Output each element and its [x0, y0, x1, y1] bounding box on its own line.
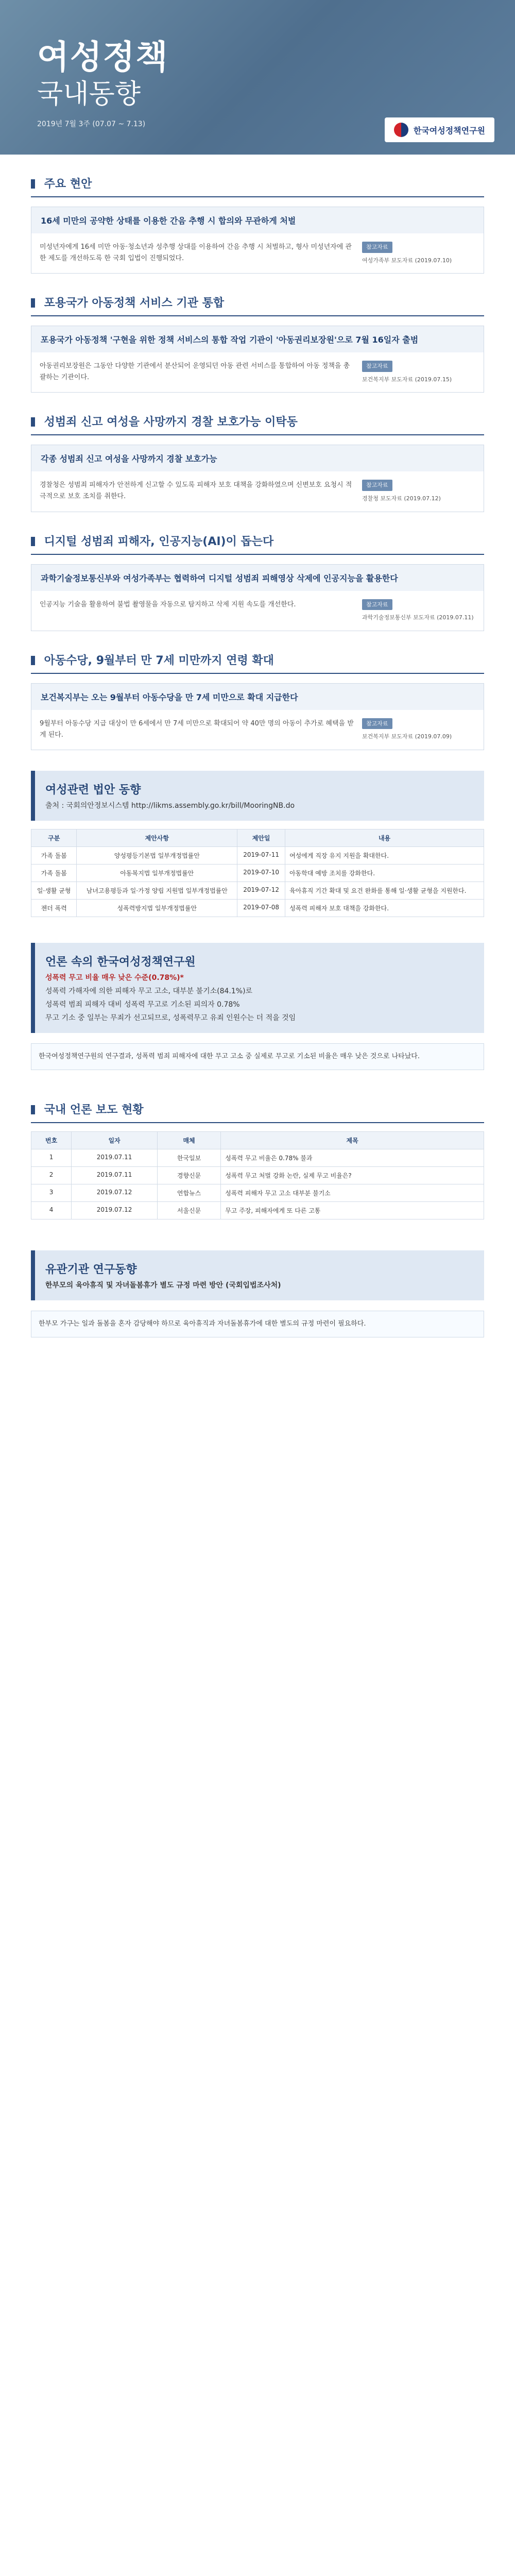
bottom-title: 유관기관 연구동향 [45, 1263, 137, 1277]
issue-child-agency-source[interactable]: 보건복지부 보도자료 (2019.07.15) [362, 376, 452, 383]
law-cell: 2019-07-08 [237, 899, 285, 917]
news-row[interactable] [31, 1184, 484, 1202]
news-cell: 1 [31, 1149, 72, 1167]
section-news-title: 국내 언론 보도 현황 [44, 1104, 144, 1117]
section-digital-title: 디지털 성범죄 피해자, 인공지능(AI)이 돕는다 [44, 535, 274, 548]
law-col-1: 제안사항 [77, 829, 237, 846]
news-row[interactable] [31, 1202, 484, 1219]
header-subtitle: 국내동향 [37, 79, 141, 110]
law-cell: 성폭력방지법 일부개정법률안 [77, 899, 237, 917]
org-name: 한국여성정책연구원 [413, 125, 485, 135]
news-table [31, 1131, 484, 1219]
policy-headline: 성폭력 무고 비율 매우 낮은 수준(0.78%)* [45, 973, 184, 982]
law-cell: 가족 돌봄 [31, 846, 77, 864]
law-row [31, 899, 484, 917]
news-cell: 서울신문 [157, 1202, 220, 1219]
section-bar-icon [31, 179, 35, 189]
news-cell: 연합뉴스 [157, 1184, 220, 1202]
news-cell: 3 [31, 1184, 72, 1202]
law-row [31, 864, 484, 882]
law-cell: 2019-07-12 [237, 882, 285, 899]
issue-youth-text: 미성년자에게 16세 미만 아동·청소년과 성추행 상대를 이용하여 간음 추행 시 처벌하고, 형사 미성년자에 관한 제도를 개선하도록 한 국회 입법이 진행되었다. [40, 243, 352, 263]
section-news [31, 1086, 484, 1123]
section-main-issue-title: 주요 현안 [44, 178, 92, 191]
law-source[interactable]: 출처 : 국회의안정보시스템 http://likms.assembly.go.kr/bill/MooringNB.do [45, 801, 295, 810]
policy-line-1: 성폭력 범죄 피해자 대비 성폭력 무고로 기소된 피의자 0.78% [45, 1000, 240, 1009]
section-bar-icon [31, 298, 35, 308]
issue-ai-head: 과학기술정보통신부와 여성가족부는 협력하여 디지털 성범죄 피해영상 삭제에 인공지능을 활용한다 [31, 565, 484, 591]
law-cell: 남녀고용평등과 일·가정 양립 지원법 일부개정법률안 [77, 882, 237, 899]
news-cell[interactable]: 무고 주장, 피해자에게 또 다른 고통 [221, 1202, 484, 1219]
news-row[interactable] [31, 1149, 484, 1167]
issue-child-agency [31, 326, 484, 393]
issue-child-agency-badge: 참고자료 [362, 361, 392, 372]
issue-ai-source[interactable]: 과학기술정보통신부 보도자료 (2019.07.11) [362, 614, 474, 621]
issue-police-badge: 참고자료 [362, 480, 392, 491]
news-cell: 2019.07.12 [72, 1202, 158, 1219]
law-cell: 2019-07-10 [237, 864, 285, 882]
law-col-2: 제안일 [237, 829, 285, 846]
section-marriage-title: 아동수당, 9월부터 만 7세 미만까지 연령 확대 [44, 654, 274, 667]
section-mindful-service [31, 279, 484, 316]
issue-ai [31, 564, 484, 631]
issue-child-allowance [31, 683, 484, 750]
header-banner [0, 0, 515, 155]
policy-banner [31, 943, 484, 1033]
header-meta: 2019년 7월 3주 (07.07 ~ 7.13) [37, 120, 146, 128]
law-cell: 일·생활 균형 [31, 882, 77, 899]
news-col-2: 매체 [157, 1132, 220, 1149]
issue-child-agency-head: 포용국가 아동정책 '구현을 위한 정책 서비스의 통합 작업 기관이 '아동권리보장원'으로 7월 16일자 출범 [31, 326, 484, 352]
law-table [31, 829, 484, 917]
news-cell[interactable]: 성폭력 피해자 무고 고소 대부분 불기소 [221, 1184, 484, 1202]
law-cell: 젠더 폭력 [31, 899, 77, 917]
news-cell: 2019.07.11 [72, 1167, 158, 1184]
section-digital [31, 517, 484, 555]
issue-child-allowance-badge: 참고자료 [362, 718, 392, 730]
issue-child-allowance-text: 9월부터 아동수당 지급 대상이 만 6세에서 만 7세 미만으로 확대되어 약 40만 명의 아동이 추가로 혜택을 받게 된다. [40, 719, 354, 739]
law-cell: 성폭력 피해자 보호 대책을 강화한다. [285, 899, 484, 917]
section-marriage [31, 636, 484, 674]
issue-ai-side [362, 599, 475, 622]
news-cell: 2 [31, 1167, 72, 1184]
law-banner [31, 771, 484, 821]
issue-youth-head: 16세 미만의 공약한 상태를 이용한 간음 추행 시 합의와 무관하게 처벌 [31, 207, 484, 233]
news-col-0: 번호 [31, 1132, 72, 1149]
issue-ai-badge: 참고자료 [362, 599, 392, 611]
issue-youth [31, 207, 484, 274]
section-mindful-service-title: 포용국가 아동정책 서비스 기관 통합 [44, 297, 225, 310]
law-cell: 아동복지법 일부개정법률안 [77, 864, 237, 882]
issue-child-agency-side [362, 361, 475, 384]
law-row [31, 882, 484, 899]
bottom-banner [31, 1250, 484, 1300]
section-bar-icon [31, 537, 35, 546]
section-report-protect [31, 398, 484, 435]
law-cell: 육아휴직 기간 확대 및 요건 완화를 통해 일·생활 균형을 지원한다. [285, 882, 484, 899]
issue-police-text: 경찰청은 성범죄 피해자가 안전하게 신고할 수 있도록 피해자 보호 대책을 강화하였으며 신변보호 요청시 적극적으로 보호 조치를 취한다. [40, 481, 352, 501]
issue-police-source[interactable]: 경찰청 보도자료 (2019.07.12) [362, 495, 441, 502]
issue-ai-text: 인공지능 기술을 활용하여 불법 촬영물을 자동으로 탐지하고 삭제 지원 속도를 개선한다. [40, 600, 296, 608]
header-title: 여성정책 [37, 39, 169, 77]
news-cell: 2019.07.12 [72, 1184, 158, 1202]
news-cell: 한국일보 [157, 1149, 220, 1167]
law-col-3: 내용 [285, 829, 484, 846]
news-cell: 2019.07.11 [72, 1149, 158, 1167]
issue-child-allowance-head: 보건복지부는 오는 9월부터 아동수당을 만 7세 미만으로 확대 지급한다 [31, 684, 484, 710]
bottom-line: 한부모의 육아휴직 및 자녀돌봄휴가 별도 규정 마련 방안 (국회입법조사처) [45, 1281, 281, 1290]
law-title: 여성관련 법안 동향 [45, 783, 141, 796]
law-cell: 2019-07-11 [237, 846, 285, 864]
section-report-protect-title: 성범죄 신고 여성을 사망까지 경찰 보호가능 이탁동 [44, 416, 298, 429]
law-row [31, 846, 484, 864]
issue-police [31, 445, 484, 512]
news-cell: 4 [31, 1202, 72, 1219]
org-logo [385, 117, 494, 142]
law-cell: 여성에게 직장 유지 지원을 확대한다. [285, 846, 484, 864]
bottom-desc: 한부모 가구는 일과 돌봄을 혼자 감당해야 하므로 육아휴직과 자녀돌봄휴가에 대한 별도의 규정 마련이 필요하다. [31, 1311, 484, 1337]
law-cell: 가족 돌봄 [31, 864, 77, 882]
issue-child-allowance-source[interactable]: 보건복지부 보도자료 (2019.07.09) [362, 733, 452, 740]
news-col-3: 제목 [221, 1132, 484, 1149]
issue-child-allowance-side [362, 718, 475, 741]
policy-callout: 한국여성정책연구원의 연구결과, 성폭력 범죄 피해자에 대한 무고 고소 중 실제로 무고로 기소된 비율은 매우 낮은 것으로 나타났다. [31, 1043, 484, 1070]
law-cell: 아동학대 예방 조치를 강화한다. [285, 864, 484, 882]
news-cell[interactable]: 성폭력 무고 비율은 0.78% 불과 [221, 1149, 484, 1167]
issue-police-head: 각종 성범죄 신고 여성을 사망까지 경찰 보호가능 [31, 445, 484, 471]
section-main-issue [31, 160, 484, 197]
section-bar-icon [31, 1105, 35, 1114]
law-col-0: 구분 [31, 829, 77, 846]
law-cell: 양성평등기본법 일부개정법률안 [77, 846, 237, 864]
issue-police-side [362, 480, 475, 503]
section-bar-icon [31, 656, 35, 665]
logo-icon [394, 123, 408, 137]
news-cell[interactable]: 성폭력 무고 처벌 강화 논란, 실제 무고 비율은? [221, 1167, 484, 1184]
news-row[interactable] [31, 1167, 484, 1184]
content [0, 160, 515, 1337]
issue-youth-source[interactable]: 여성가족부 보도자료 (2019.07.10) [362, 257, 452, 264]
news-col-1: 일자 [72, 1132, 158, 1149]
policy-title: 언론 속의 한국여성정책연구원 [45, 955, 196, 969]
news-cell: 경향신문 [157, 1167, 220, 1184]
issue-youth-badge: 참고자료 [362, 242, 392, 253]
issue-child-agency-text: 아동권리보장원은 그동안 다양한 기관에서 분산되어 운영되던 아동 관련 서비스를 통합하여 아동 정책을 총괄하는 기관이다. [40, 362, 350, 382]
section-bar-icon [31, 417, 35, 427]
policy-line-0: 성폭력 가해자에 의한 피해자 무고 고소, 대부분 불기소(84.1%)로 [45, 987, 253, 995]
policy-line-2: 무고 기소 중 일부는 무죄가 선고되므로, 성폭력무고 유죄 인원수는 더 적을 것임 [45, 1013, 296, 1022]
issue-youth-side [362, 242, 475, 265]
